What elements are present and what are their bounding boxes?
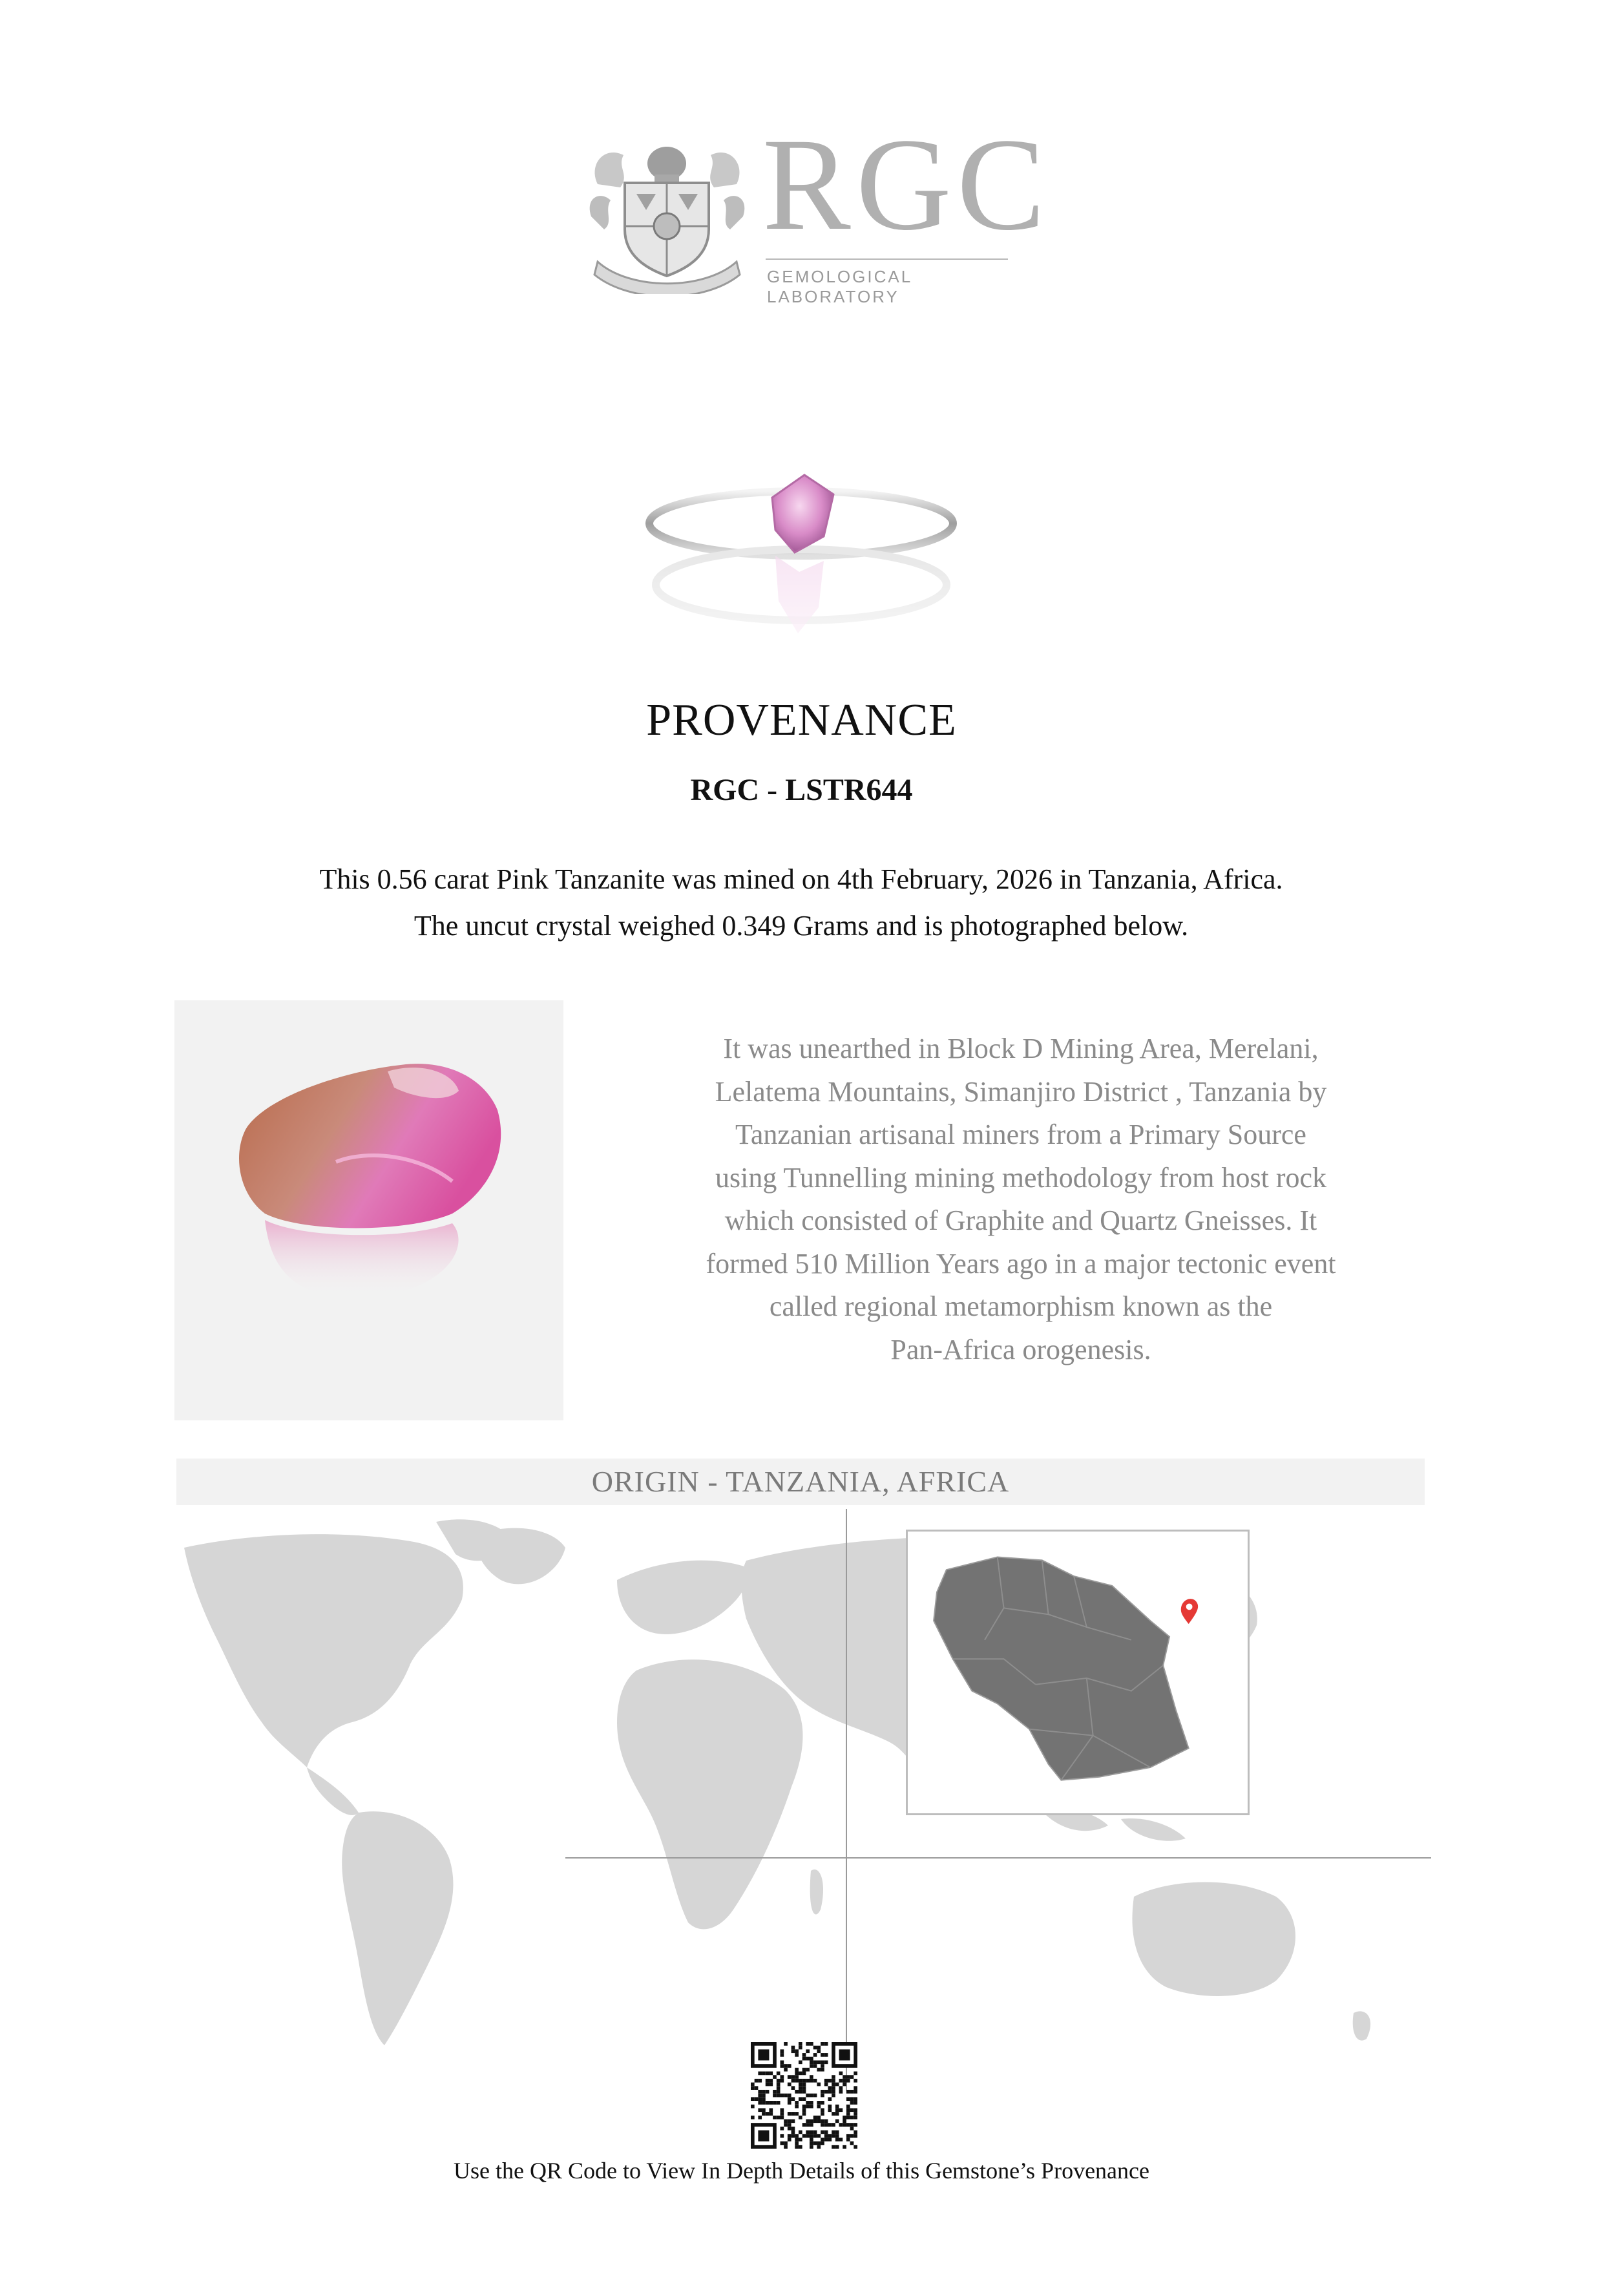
page-title: PROVENANCE [646,695,957,745]
certificate-id: RGC - LSTR644 [690,773,913,807]
description-line: called regional metamorphism known as the [769,1290,1273,1322]
qr-code[interactable] [751,2042,857,2149]
brand-subtitle: GEMOLOGICAL LABORATORY [767,267,912,306]
rgc-logo [585,111,1051,306]
provenance-description [640,1027,1402,1371]
crest-icon [585,139,749,294]
description-line: formed 510 Million Years ago in a major tectonic event [706,1247,1336,1280]
tanzania-inset-map [906,1530,1250,1815]
description-line: using Tunnelling mining methodology from host rock [715,1161,1327,1194]
description-line: which consisted of Graphite and Quartz Gneisses. It [724,1205,1317,1236]
intro-line: This 0.56 carat Pink Tanzanite was mined on 4th February, 2026 in Tanzania, Africa. [319,863,1283,895]
brand-divider [766,258,1008,260]
description-line: Pan-Africa orogenesis. [890,1333,1151,1365]
ring-photo [630,446,972,691]
intro-text [194,856,1409,949]
tanzania-map [908,1532,1248,1813]
crystal-image [174,1000,563,1420]
description-line: Lelatema Mountains, Simanjiro District , Tanzania by [715,1075,1327,1108]
description-line: It was unearthed in Block D Mining Area, Merelani, [723,1033,1319,1064]
brand-name: RGC [762,111,1051,258]
qr-caption: Use the QR Code to View In Depth Details of this Gemstone’s Provenance [454,2158,1149,2184]
description-line: Tanzanian artisanal miners from a Primary Source [735,1119,1306,1150]
location-marker-icon [1181,1599,1198,1624]
intro-line: The uncut crystal weighed 0.349 Grams and is photographed below. [414,910,1189,942]
origin-banner: ORIGIN - TANZANIA, AFRICA [176,1459,1425,1505]
crystal-photo [174,1000,563,1420]
